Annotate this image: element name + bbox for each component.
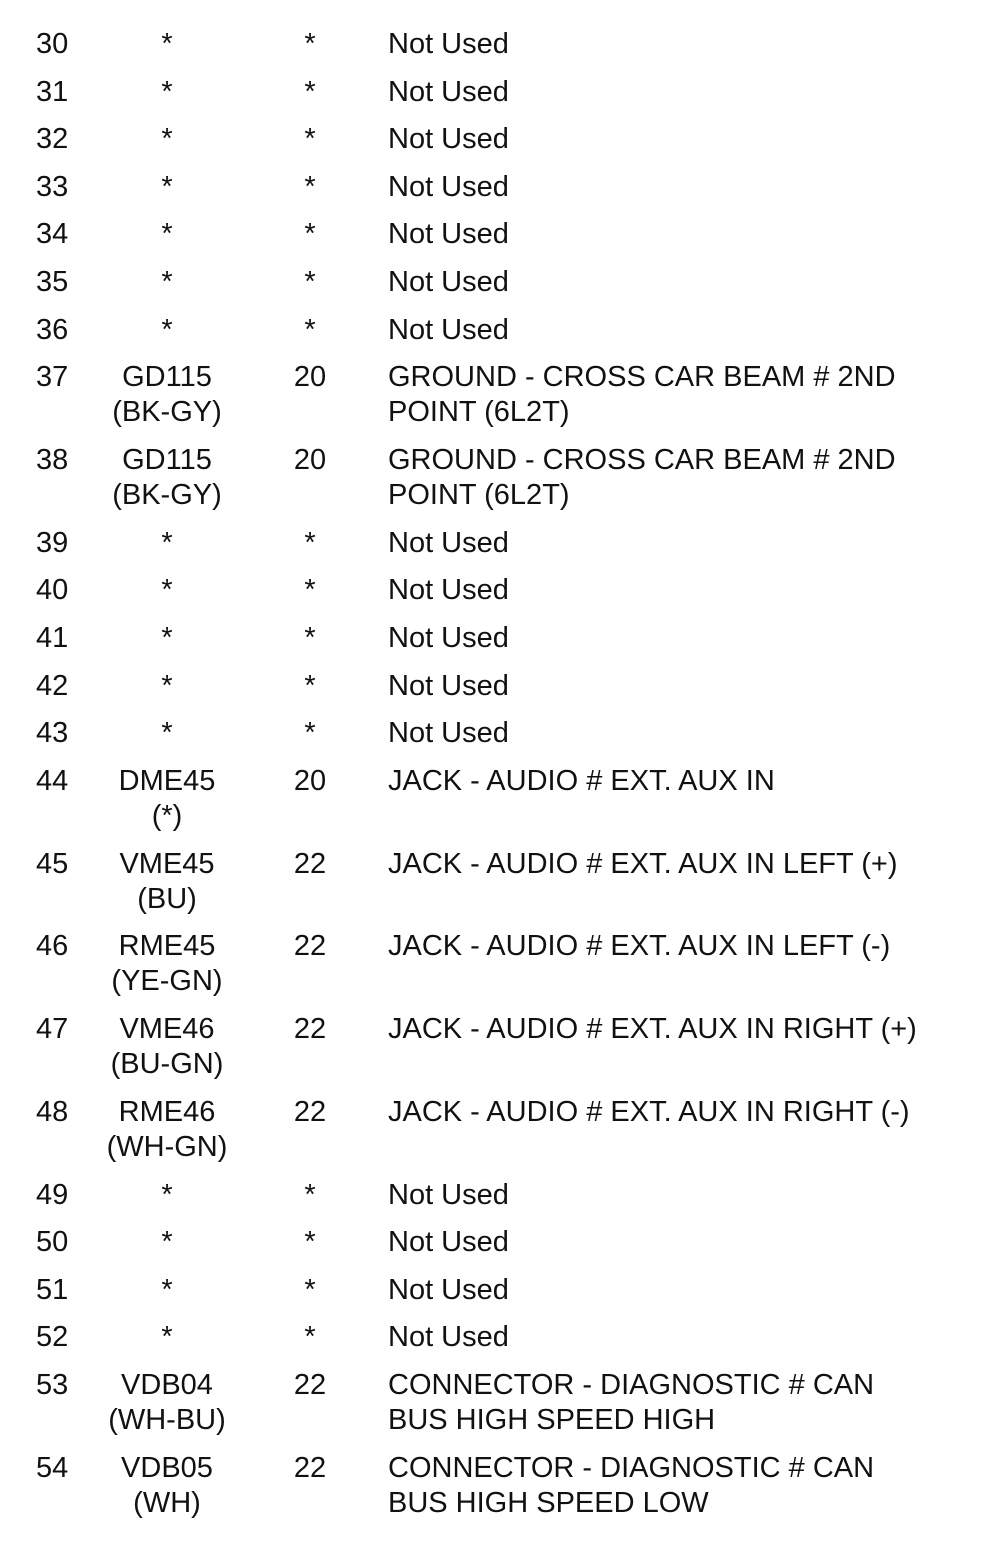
pin-description (388, 1451, 988, 1521)
table-row (0, 27, 1004, 75)
wire-gauge: 22 (293, 1369, 327, 1402)
wire-gauge: * (304, 265, 316, 298)
description-line: Not Used (388, 170, 509, 203)
circuit-id: * (161, 621, 173, 654)
table-row (0, 847, 1004, 930)
pin-number: 49 (36, 1178, 69, 1211)
pin-number: 32 (36, 123, 69, 156)
pin-description (388, 573, 988, 608)
description-line: JACK - AUDIO # EXT. AUX IN LEFT (-) (388, 930, 891, 963)
pin-description (388, 764, 988, 799)
pin-number: 42 (36, 669, 69, 702)
circuit-id: * (161, 1226, 173, 1259)
circuit-cell (87, 764, 247, 834)
circuit-cell (87, 1225, 247, 1260)
table-row (0, 265, 1004, 313)
table-row (0, 313, 1004, 361)
wire-gauge: * (304, 1178, 316, 1211)
circuit-id: * (161, 1321, 173, 1354)
circuit-cell (87, 621, 247, 656)
circuit-id: * (161, 574, 173, 607)
wire-color: (BU) (137, 882, 197, 915)
circuit-id: * (161, 526, 173, 559)
table-row (0, 1012, 1004, 1095)
pin-description (388, 1178, 988, 1213)
wire-color: (BK-GY) (112, 478, 222, 511)
pin-number: 37 (36, 361, 69, 394)
pin-description (388, 1273, 988, 1308)
pin-number: 48 (36, 1095, 69, 1128)
wire-gauge: * (304, 313, 316, 346)
table-row (0, 764, 1004, 847)
description-line: POINT (6L2T) (388, 396, 570, 429)
wire-gauge: 20 (293, 764, 327, 797)
description-line: CONNECTOR - DIAGNOSTIC # CAN (388, 1451, 875, 1484)
table-row (0, 621, 1004, 669)
pin-description (388, 265, 988, 300)
description-line: Not Used (388, 717, 509, 750)
circuit-cell (87, 443, 247, 513)
wire-gauge: * (304, 1321, 316, 1354)
wire-gauge: * (304, 669, 316, 702)
wire-color: (*) (151, 799, 183, 832)
pin-number: 38 (36, 443, 69, 476)
table-row (0, 1095, 1004, 1178)
wire-color: (BU-GN) (110, 1048, 224, 1081)
wire-color: (WH-BU) (108, 1404, 226, 1437)
table-row (0, 1178, 1004, 1226)
wire-color: (YE-GN) (111, 965, 223, 998)
circuit-cell (87, 360, 247, 430)
table-row (0, 573, 1004, 621)
table-row (0, 75, 1004, 123)
wire-gauge: * (304, 75, 316, 108)
table-row (0, 1451, 1004, 1534)
pin-description (388, 929, 988, 964)
table-row (0, 1368, 1004, 1451)
table-row (0, 1225, 1004, 1273)
wire-gauge: * (304, 123, 316, 156)
circuit-id: RME45 (118, 930, 216, 963)
table-row (0, 1320, 1004, 1368)
table-row (0, 443, 1004, 526)
circuit-id: * (161, 1273, 173, 1306)
circuit-id: VDB05 (121, 1451, 213, 1484)
pin-number: 40 (36, 574, 69, 607)
wire-gauge: * (304, 1273, 316, 1306)
description-line: BUS HIGH SPEED HIGH (388, 1404, 716, 1437)
circuit-id: GD115 (122, 443, 212, 476)
table-row (0, 1273, 1004, 1321)
pin-number: 54 (36, 1451, 69, 1484)
pin-description (388, 621, 988, 656)
circuit-id: * (161, 669, 173, 702)
pin-description (388, 360, 988, 430)
circuit-id: * (161, 75, 173, 108)
circuit-cell (87, 1320, 247, 1355)
pin-number: 36 (36, 313, 69, 346)
pin-description (388, 1012, 988, 1047)
description-line: Not Used (388, 75, 509, 108)
description-line: BUS HIGH SPEED LOW (388, 1486, 709, 1519)
circuit-id: RME46 (118, 1095, 216, 1128)
circuit-cell (87, 1178, 247, 1213)
pin-number: 52 (36, 1321, 69, 1354)
wire-gauge: * (304, 1226, 316, 1259)
circuit-id: VME46 (119, 1013, 215, 1046)
description-line: Not Used (388, 1226, 509, 1259)
circuit-id: * (161, 123, 173, 156)
circuit-cell (87, 217, 247, 252)
table-row (0, 929, 1004, 1012)
wire-gauge: * (304, 717, 316, 750)
pin-number: 44 (36, 764, 69, 797)
pin-description (388, 1320, 988, 1355)
pin-description (388, 1368, 988, 1438)
circuit-id: * (161, 218, 173, 251)
circuit-id: * (161, 313, 173, 346)
pin-description (388, 217, 988, 252)
description-line: Not Used (388, 313, 509, 346)
circuit-cell (87, 122, 247, 157)
pin-description (388, 27, 988, 62)
pin-number: 46 (36, 930, 69, 963)
circuit-cell (87, 1451, 247, 1521)
description-line: CONNECTOR - DIAGNOSTIC # CAN (388, 1369, 875, 1402)
pin-number: 51 (36, 1273, 69, 1306)
wire-gauge: 22 (293, 930, 327, 963)
wire-gauge: * (304, 28, 316, 60)
circuit-cell (87, 1012, 247, 1082)
circuit-id: DME45 (118, 764, 216, 797)
description-line: Not Used (388, 621, 509, 654)
circuit-cell (87, 313, 247, 348)
description-line: POINT (6L2T) (388, 478, 570, 511)
pin-description (388, 526, 988, 561)
description-line: JACK - AUDIO # EXT. AUX IN LEFT (+) (388, 847, 898, 880)
circuit-id: GD115 (122, 361, 212, 394)
pin-number: 47 (36, 1013, 69, 1046)
description-line: Not Used (388, 669, 509, 702)
description-line: Not Used (388, 218, 509, 251)
wire-gauge: * (304, 218, 316, 251)
description-line: Not Used (388, 526, 509, 559)
table-row (0, 170, 1004, 218)
description-line: Not Used (388, 123, 509, 156)
pin-number: 33 (36, 170, 69, 203)
pin-number: 43 (36, 717, 69, 750)
circuit-cell (87, 669, 247, 704)
pin-number: 30 (36, 28, 69, 60)
wire-gauge: 20 (293, 361, 327, 394)
table-row (0, 122, 1004, 170)
wire-gauge: 20 (293, 443, 327, 476)
circuit-id: * (161, 170, 173, 203)
circuit-cell (87, 1273, 247, 1308)
wire-gauge: * (304, 574, 316, 607)
description-line: JACK - AUDIO # EXT. AUX IN (388, 764, 775, 797)
pin-description (388, 669, 988, 704)
table-row (0, 669, 1004, 717)
pin-number: 34 (36, 218, 69, 251)
pin-description (388, 1225, 988, 1260)
table-row (0, 360, 1004, 443)
wire-color: (WH) (133, 1486, 201, 1519)
description-line: JACK - AUDIO # EXT. AUX IN RIGHT (+) (388, 1013, 917, 1046)
wire-color: (WH-GN) (106, 1130, 228, 1163)
circuit-cell (87, 1095, 247, 1165)
wire-color: (BK-GY) (112, 396, 222, 429)
description-line: Not Used (388, 1321, 509, 1354)
wire-gauge: 22 (293, 1451, 327, 1484)
pin-description (388, 443, 988, 513)
wire-gauge: 22 (293, 1095, 327, 1128)
description-line: Not Used (388, 265, 509, 298)
wire-gauge: 22 (293, 1013, 327, 1046)
circuit-id: * (161, 717, 173, 750)
circuit-cell (87, 170, 247, 205)
pin-number: 45 (36, 847, 69, 880)
pin-description (388, 716, 988, 751)
description-line: Not Used (388, 1178, 509, 1211)
pin-description (388, 122, 988, 157)
description-line: GROUND - CROSS CAR BEAM # 2ND (388, 443, 896, 476)
pin-number: 53 (36, 1369, 69, 1402)
pin-description (388, 170, 988, 205)
circuit-cell (87, 929, 247, 999)
circuit-id: * (161, 1178, 173, 1211)
table-row (0, 217, 1004, 265)
wire-gauge: 22 (293, 847, 327, 880)
description-line: Not Used (388, 1273, 509, 1306)
circuit-id: * (161, 265, 173, 298)
circuit-cell (87, 75, 247, 110)
circuit-id: VME45 (119, 847, 215, 880)
circuit-id: VDB04 (121, 1369, 213, 1402)
circuit-cell (87, 526, 247, 561)
circuit-id: * (161, 28, 173, 60)
description-line: Not Used (388, 574, 509, 607)
description-line: GROUND - CROSS CAR BEAM # 2ND (388, 361, 896, 394)
pin-number: 35 (36, 265, 69, 298)
table-row (0, 526, 1004, 574)
description-line: JACK - AUDIO # EXT. AUX IN RIGHT (-) (388, 1095, 910, 1128)
circuit-cell (87, 27, 247, 62)
pin-description (388, 1095, 988, 1130)
pin-number: 31 (36, 75, 69, 108)
description-line: Not Used (388, 28, 509, 60)
pin-description (388, 847, 988, 882)
pin-description (388, 313, 988, 348)
circuit-cell (87, 573, 247, 608)
pin-number: 39 (36, 526, 69, 559)
table-row (0, 716, 1004, 764)
circuit-cell (87, 847, 247, 917)
circuit-cell (87, 265, 247, 300)
wire-gauge: * (304, 170, 316, 203)
pin-number: 41 (36, 621, 69, 654)
circuit-cell (87, 1368, 247, 1438)
pin-description (388, 75, 988, 110)
wire-gauge: * (304, 621, 316, 654)
pin-number: 50 (36, 1226, 69, 1259)
circuit-cell (87, 716, 247, 751)
wire-gauge: * (304, 526, 316, 559)
